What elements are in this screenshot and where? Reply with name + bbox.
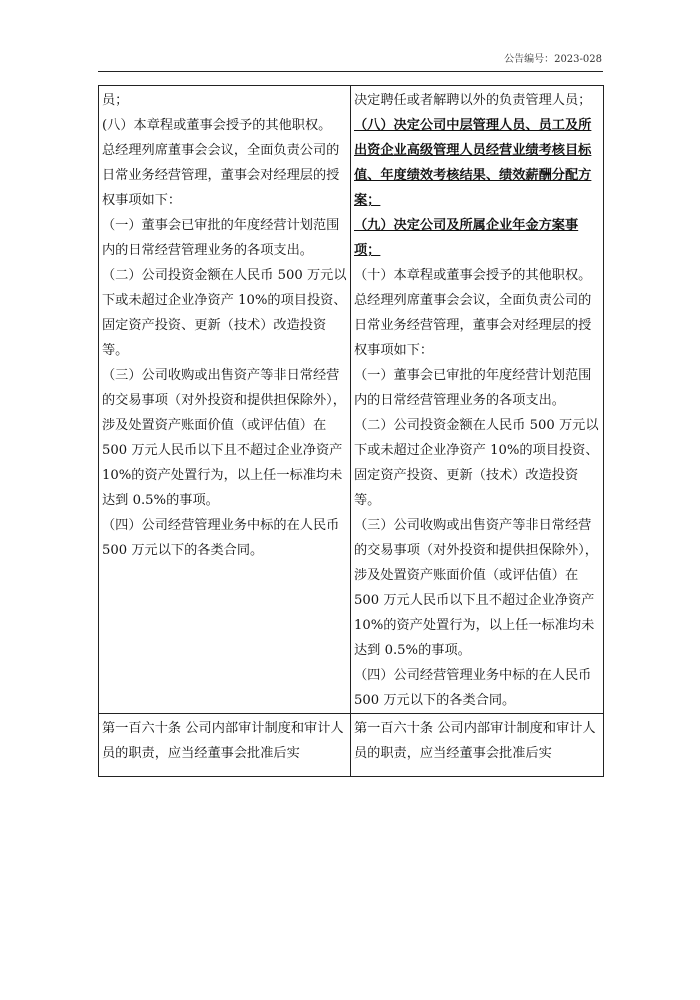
paragraph: （三）公司收购或出售资产等非日常经营的交易事项（对外投资和提供担保除外），涉及处置资产账面价值（或评估值）在 500 万元人民币以下且不超过企业净资产 10%的资产处置行为，以上任一标准均未达到 0.5%的事项。	[102, 368, 346, 508]
table-row	[99, 714, 604, 777]
revised-text-cell	[351, 86, 604, 714]
paragraph: （三）公司收购或出售资产等非日常经营的交易事项（对外投资和提供担保除外），涉及处置资产账面价值（或评估值）在 500 万元人民币以下且不超过企业净资产 10%的资产处置行为，以上任一标准均未达到 0.5%的事项。	[354, 518, 598, 658]
paragraph: （一）董事会已审批的年度经营计划范围内的日常经营管理业务的各项支出。	[354, 368, 592, 408]
paragraph: （二）公司投资金额在人民币 500 万元以下或未超过企业净资产 10%的项目投资、固定资产投资、更新（技术）改造投资等。	[354, 418, 599, 508]
header-divider	[98, 71, 603, 72]
paragraph: （二）公司投资金额在人民币 500 万元以下或未超过企业净资产 10%的项目投资、固定资产投资、更新（技术）改造投资等。	[102, 268, 347, 358]
original-text-cell	[99, 714, 351, 777]
paragraph: 第一百六十条 公司内部审计制度和审计人员的职责，应当经董事会批准后实	[102, 721, 344, 761]
paragraph: 第一百六十条 公司内部审计制度和审计人员的职责，应当经董事会批准后实	[354, 721, 596, 761]
paragraph: （四）公司经营管理业务中标的在人民币 500 万元以下的各类合同。	[354, 668, 592, 708]
paragraph: （四）公司经营管理业务中标的在人民币 500 万元以下的各类合同。	[102, 518, 340, 558]
revised-text-cell	[351, 714, 604, 777]
paragraph: 员；	[102, 93, 129, 108]
original-text-cell	[99, 86, 351, 714]
paragraph: 总经理列席董事会会议，全面负责公司的日常业务经营管理，董事会对经理层的授权事项如下：	[102, 143, 340, 208]
paragraph: （一）董事会已审批的年度经营计划范围内的日常经营管理业务的各项支出。	[102, 218, 340, 258]
paragraph: (八）本章程或董事会授予的其他职权。	[102, 118, 332, 133]
comparison-table	[98, 85, 604, 777]
paragraph: 总经理列席董事会会议，全面负责公司的日常业务经营管理，董事会对经理层的授权事项如下：	[354, 293, 592, 358]
paragraph: （十）本章程或董事会授予的其他职权。	[354, 268, 592, 283]
announcement-number: 公告编号：2023-028	[504, 54, 602, 65]
paragraph: 决定聘任或者解聘以外的负责管理人员；	[354, 93, 592, 108]
added-paragraph: （八）决定公司中层管理人员、员工及所出资企业高级管理人员经营业绩考核目标值、年度绩效考核结果、绩效薪酬分配方案；	[354, 118, 592, 208]
table-row	[99, 86, 604, 714]
added-paragraph: （九）决定公司及所属企业年金方案事项；	[354, 218, 579, 258]
